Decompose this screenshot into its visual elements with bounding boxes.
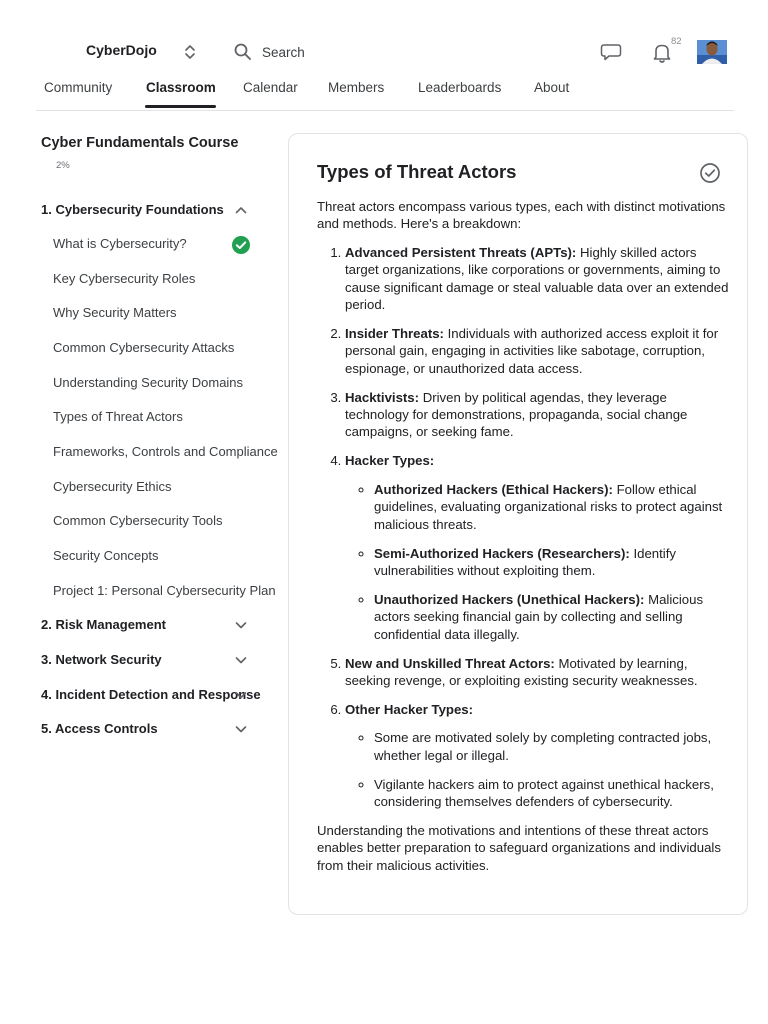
tab-leaderboards[interactable]: Leaderboards <box>418 80 502 95</box>
item-term: Authorized Hackers (Ethical Hackers): <box>374 481 613 497</box>
item-term: Insider Threats: <box>345 325 444 341</box>
item-text: Motivated by learning, seeking revenge, or exploiting existing security weaknesses. <box>345 655 698 688</box>
lesson-common-cybersecurity-tools[interactable] <box>53 510 253 532</box>
search-icon <box>233 42 253 62</box>
lesson-title: Types of Threat Actors <box>317 161 517 182</box>
course-progress: 2% <box>56 160 70 171</box>
list-item <box>345 325 729 377</box>
tab-calendar[interactable]: Calendar <box>243 80 298 95</box>
module-label: 1. Cybersecurity Foundations <box>41 202 224 217</box>
item-term: Hacker Types: <box>345 453 435 469</box>
course-title: Cyber Fundamentals Course <box>41 135 239 151</box>
lesson-understanding-security-domains[interactable] <box>53 372 253 394</box>
module-access-controls[interactable] <box>41 718 255 740</box>
item-term: Advanced Persistent Threats (APTs): <box>345 244 577 260</box>
lesson-common-cybersecurity-attacks[interactable] <box>53 337 253 359</box>
lesson-frameworks-controls-compliance[interactable] <box>53 441 278 463</box>
item-text: Identify vulnerabilities without exploiting them. <box>374 545 676 578</box>
sub-list-item <box>374 729 729 764</box>
threat-actor-list <box>317 244 729 811</box>
chat-icon[interactable] <box>599 42 623 62</box>
sub-list <box>345 729 729 810</box>
item-text: Vigilante hackers aim to protect against unethical hackers, considering themselves defenders of cybersecurity. <box>374 776 714 809</box>
lesson-label: Project 1: Personal Cybersecurity Plan <box>53 583 276 598</box>
item-term: Unauthorized Hackers (Unethical Hackers): <box>374 591 645 607</box>
chevron-down-icon <box>234 618 248 632</box>
lesson-label: Key Cybersecurity Roles <box>53 271 196 286</box>
lesson-label: Types of Threat Actors <box>53 409 183 424</box>
lesson-intro: Threat actors encompass various types, each with distinct motivations and methods. Here's a breakdown: <box>317 199 726 232</box>
module-label: 4. Incident Detection and Response <box>41 687 261 702</box>
module-cybersecurity-foundations[interactable] <box>41 199 255 221</box>
tab-community[interactable]: Community <box>44 80 113 95</box>
lesson-label: Common Cybersecurity Attacks <box>53 340 235 355</box>
lesson-why-security-matters[interactable] <box>53 302 253 324</box>
module-risk-management[interactable] <box>41 614 255 636</box>
lesson-label: Cybersecurity Ethics <box>53 479 172 494</box>
search-input[interactable] <box>262 40 502 64</box>
avatar[interactable] <box>697 40 727 64</box>
item-term: Semi-Authorized Hackers (Researchers): <box>374 545 630 561</box>
item-text: Driven by political agendas, they leverage technology for demonstrations, propaganda, social change campaigns, or seeking fame. <box>345 389 688 440</box>
sub-list-item <box>374 545 729 580</box>
lesson-label: Security Concepts <box>53 548 159 563</box>
list-item <box>345 701 729 811</box>
sub-list-item <box>374 591 729 643</box>
chevron-down-icon <box>234 688 248 702</box>
lesson-label: Frameworks, Controls and Compliance <box>53 444 278 459</box>
sub-list-item <box>374 481 729 533</box>
module-label: 3. Network Security <box>41 652 162 667</box>
lesson-content-card <box>288 133 748 915</box>
chevron-down-icon <box>234 722 248 736</box>
lesson-key-cybersecurity-roles[interactable] <box>53 268 253 290</box>
chevron-up-icon <box>234 203 248 217</box>
lesson-label: Why Security Matters <box>53 305 177 320</box>
module-network-security[interactable] <box>41 649 255 671</box>
lesson-body <box>317 198 729 885</box>
lesson-types-of-threat-actors[interactable] <box>53 406 253 428</box>
item-text: Follow ethical guidelines, evaluating organizational risks to protect against malicious threats. <box>374 481 723 532</box>
sub-list-item <box>374 776 729 811</box>
lesson-what-is-cybersecurity[interactable] <box>53 233 253 255</box>
list-item <box>345 244 729 314</box>
item-term: Hacktivists: <box>345 389 420 405</box>
item-text: Individuals with authorized access exploit it for personal gain, engaging in activities like sabotage, corruption, espionage, or unauthorized data access. <box>345 325 719 376</box>
mark-complete-icon[interactable] <box>699 162 721 184</box>
lesson-label: What is Cybersecurity? <box>53 236 187 251</box>
tab-classroom[interactable]: Classroom <box>146 80 216 95</box>
item-text: Malicious actors seeking financial gain by collecting and selling confidential data illegally. <box>374 591 704 642</box>
active-tab-indicator <box>145 105 216 108</box>
module-incident-detection[interactable] <box>41 684 261 706</box>
chevron-down-icon <box>234 653 248 667</box>
item-text: Some are motivated solely by completing contracted jobs, whether legal or illegal. <box>374 730 712 763</box>
module-label: 5. Access Controls <box>41 721 158 736</box>
list-item <box>345 452 729 643</box>
lesson-project-1[interactable] <box>53 580 276 602</box>
completed-check-icon <box>232 236 250 254</box>
item-text: Highly skilled actors target organizations, like corporations or governments, aiming to cause significant damage or steal valuable data over an extended period. <box>345 244 729 313</box>
item-term: Other Hacker Types: <box>345 701 474 717</box>
community-name[interactable]: CyberDojo <box>86 42 157 58</box>
list-item <box>345 389 729 441</box>
main-nav <box>36 72 734 111</box>
lesson-label: Common Cybersecurity Tools <box>53 513 223 528</box>
lesson-cybersecurity-ethics[interactable] <box>53 476 253 498</box>
lesson-label: Understanding Security Domains <box>53 375 244 390</box>
lesson-security-concepts[interactable] <box>53 545 253 567</box>
tab-members[interactable]: Members <box>328 80 385 95</box>
item-term: New and Unskilled Threat Actors: <box>345 655 555 671</box>
notification-count: 82 <box>671 36 682 47</box>
switch-community-icon[interactable] <box>182 43 198 61</box>
tab-about[interactable]: About <box>534 80 570 95</box>
module-label: 2. Risk Management <box>41 617 166 632</box>
lesson-outro: Understanding the motivations and intentions of these threat actors enables better preparation to safeguard organizations and individuals from their malicious activities. <box>317 822 721 873</box>
sub-list <box>345 481 729 643</box>
list-item <box>345 655 729 690</box>
